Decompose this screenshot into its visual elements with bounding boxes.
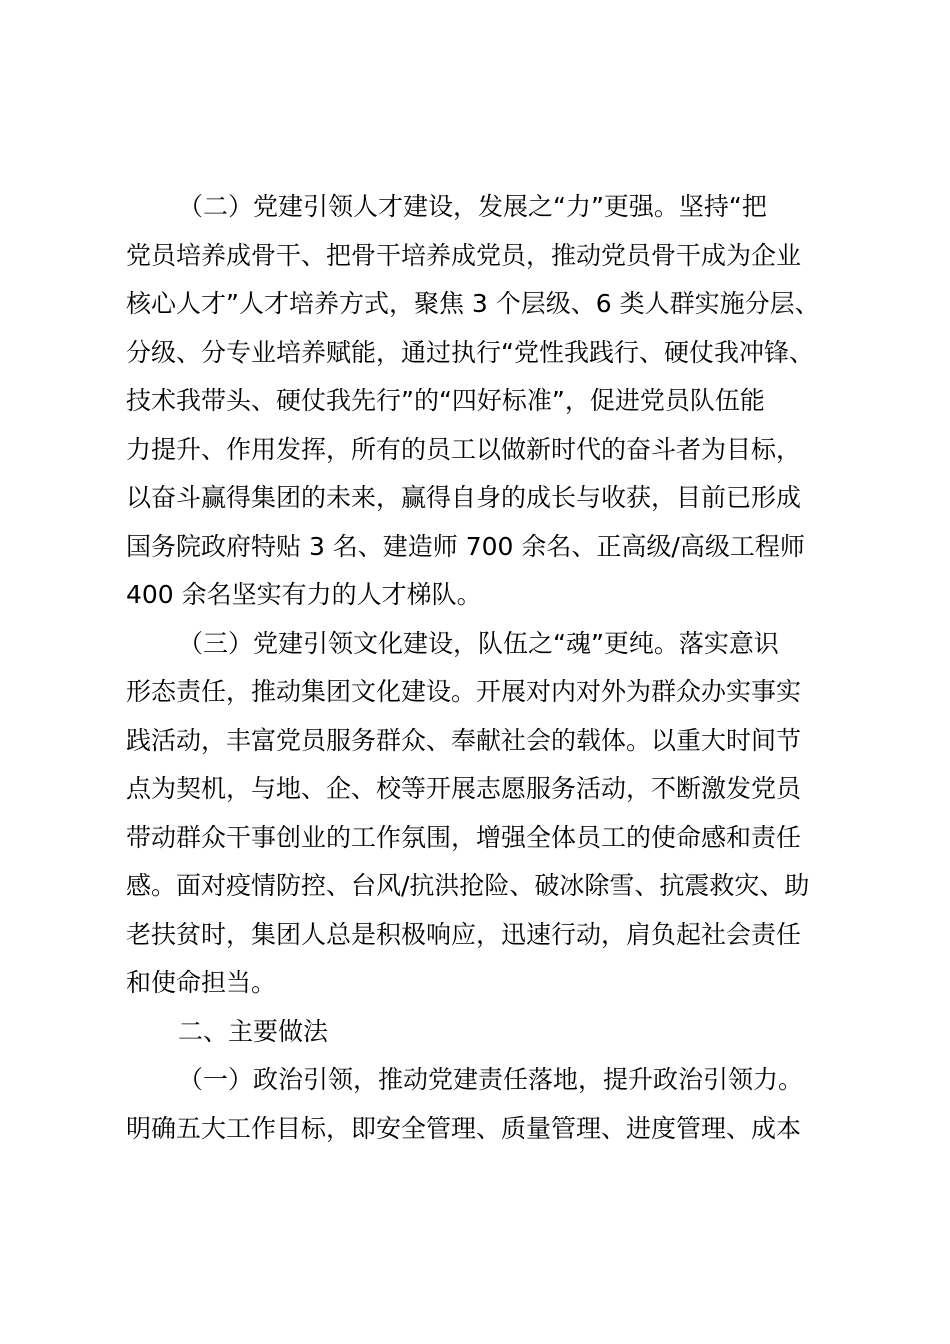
paragraph-line: 带动群众干事创业的工作氛围，增强全体员工的使命感和责任	[126, 822, 802, 852]
paragraph-line: 明确五大工作目标，即安全管理、质量管理、进度管理、成本	[126, 1113, 802, 1143]
section-heading: 二、主要做法	[178, 1016, 329, 1046]
paragraph-line: 和使命担当。	[126, 968, 277, 997]
paragraph-line: 点为契机，与地、企、校等开展志愿服务活动，不断激发党员	[126, 774, 802, 803]
paragraph-line: 老扶贫时，集团人总是积极响应，迅速行动，肩负起社会责任	[126, 919, 802, 949]
paragraph-line: 以奋斗赢得集团的未来，赢得自身的成长与收获，目前已形成	[126, 483, 802, 512]
paragraph-line: （三）党建引领文化建设，队伍之“魂”更纯。落实意识	[178, 628, 779, 658]
paragraph-line: （二）党建引领人才建设，发展之“力”更强。坚持“把	[178, 192, 767, 221]
document-body	[126, 183, 836, 1153]
paragraph-line: 力提升、作用发挥，所有的员工以做新时代的奋斗者为目标，	[126, 434, 802, 464]
paragraph-line: 党员培养成骨干、把骨干培养成党员，推动党员骨干成为企业	[126, 240, 802, 270]
paragraph-line: 技术我带头、硬仗我先行”的“四好标准”，促进党员队伍能	[126, 386, 765, 415]
paragraph-line: 践活动，丰富党员服务群众、奉献社会的载体。以重大时间节	[126, 725, 802, 755]
paragraph-line: 形态责任，推动集团文化建设。开展对内对外为群众办实事实	[126, 677, 802, 706]
paragraph-line: 分级、分专业培养赋能，通过执行“党性我践行、硬仗我冲锋、	[126, 337, 814, 367]
paragraph-line: 400 余名坚实有力的人才梯队。	[126, 580, 482, 609]
paragraph-line: 核心人才”人才培养方式，聚焦 3 个层级、6 类人群实施分层、	[126, 289, 820, 318]
paragraph-line: 感。面对疫情防控、台风/抗洪抢险、破冰除雪、抗震救灾、助	[126, 871, 810, 900]
paragraph-line: 国务院政府特贴 3 名、建造师 700 余名、正高级/高级工程师	[126, 531, 805, 561]
paragraph-line: （一）政治引领，推动党建责任落地，提升政治引领力。	[178, 1065, 804, 1094]
